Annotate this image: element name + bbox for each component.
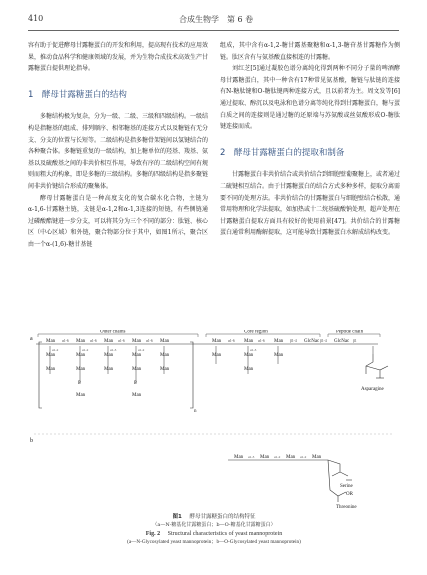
man-node: Man xyxy=(244,339,254,344)
outer-chains-label: Outer chains xyxy=(100,330,126,335)
man-node: Man xyxy=(274,339,284,344)
section-2-heading: 2 酵母甘露糖蛋白的提取和制备 xyxy=(220,147,345,158)
left-para-3: 酵母甘露糖蛋白是一种高度支化的复合碳水化合物，主链为α-1,6-甘露糖主链，支链是α-1,2和α-1,3连接的短链，有些侧链通过磷酸酯键进一步分支，可以将其分为三个不同的部分：肽链、核心区（中心区域）和外链，聚合物部分位于其中，如图1所示，聚合区由一个α-(1,6)-糖甘基链 xyxy=(28,194,209,248)
journal-title: 合成生物学 第 6 卷 xyxy=(179,15,254,24)
threonine-label: Threonine xyxy=(336,505,357,510)
link-label: α1-6 xyxy=(146,339,153,343)
man-node: Man xyxy=(104,367,114,372)
link-label: α1-2 xyxy=(82,348,89,352)
caption-cn-sub: （a—N-糖基化甘露糖蛋白；b—O-糖基化甘露糖蛋白） xyxy=(152,522,276,528)
peptide-chain-label: Peptide chain xyxy=(336,330,364,335)
man-node: Man xyxy=(104,339,114,344)
right-column xyxy=(220,40,400,239)
serine-label: Serine xyxy=(340,484,353,489)
man-node: Man xyxy=(260,455,270,460)
caption-en-title: Structural characteristics of yeast mannoprotein xyxy=(167,531,283,537)
man-node: Man xyxy=(76,353,86,358)
side-link-labels xyxy=(52,348,257,352)
man-node: Man xyxy=(76,393,86,398)
man-node: Man xyxy=(132,339,142,344)
panel-a-letter: a xyxy=(30,336,33,342)
man-node: Man xyxy=(160,353,170,358)
glcnac-node: GlcNac xyxy=(334,339,350,344)
link-label: β1-4 xyxy=(290,339,297,343)
phosphate-node: P xyxy=(134,381,137,386)
link-label: β1-4 xyxy=(320,339,327,343)
man-node: Man xyxy=(160,339,170,344)
man-node: Man xyxy=(312,455,322,460)
link-label: α1-6 xyxy=(258,339,265,343)
link-label: α1-3 xyxy=(110,348,117,352)
page-number: 410 xyxy=(28,14,44,23)
right-para-1: 组成，其中含有α-1,2-糖甘露基聚糖和α-1,3-糖苷基甘露糖作为侧链。肽区含有与氨基酸直接相连的甘露糖。 xyxy=(220,42,400,61)
man-node: Man xyxy=(234,455,244,460)
serine-structure xyxy=(328,460,352,480)
asparagine-label: Asparagine xyxy=(361,387,384,392)
section-1-heading: 1 酵母甘露糖蛋白的结构 xyxy=(28,89,127,100)
structure-figure xyxy=(28,330,400,510)
core-region-label: Core region xyxy=(244,330,268,335)
link-label: α1-2 xyxy=(138,348,145,352)
right-para-3: 甘露糖蛋白非共价结合或共价结合到细胞壁葡聚糖上，或者通过二硫键相互结合。由于甘露糖蛋白的结合方式多种多样，提取分离需要不同的处理方法。非共价结合的甘露糖蛋白与细胞壁结合松散，通常用物理和化学法提取，如加热或十二烷基硫酸钠处理，超声处理在甘露糖蛋白提取方面具有较好的使用前景[47]。共价结合的甘露糖蛋白通常利用酶解提取，这可能导致甘露糖蛋白水解成结构改变。 xyxy=(220,171,401,237)
link-label: α1-6 xyxy=(90,339,97,343)
link-label: α1-2 xyxy=(300,455,307,459)
glcnac-node: GlcNac xyxy=(304,339,320,344)
man-node: Man xyxy=(274,353,284,358)
panel-b-letter: b xyxy=(30,438,33,444)
link-label: α1-2 xyxy=(52,348,59,352)
man-node: Man xyxy=(104,353,114,358)
region-brackets xyxy=(38,334,380,337)
link-label: α1-3 xyxy=(250,348,257,352)
man-node: Man xyxy=(132,367,142,372)
man-node: Man xyxy=(160,367,170,372)
link-label: α1-6 xyxy=(228,339,235,343)
side-chain-links xyxy=(50,346,373,384)
left-column xyxy=(28,40,208,251)
man-node: Man xyxy=(212,339,222,344)
man-node: Man xyxy=(244,367,254,372)
repeat-n: n xyxy=(194,409,197,414)
link-label: α1-6 xyxy=(62,339,69,343)
man-node: Man xyxy=(76,339,86,344)
right-para-2: 刘红芝[5]通过凝胶色谱分离纯化得到两种不同分子量的啤酒酵母甘露糖蛋白，其中一种含有17种常见氨基酸，糖链与肽链的连接有N-糖肽键和O-糖肽键两种连接方式，且以前者为主。周文发等[6]通过提取、醇沉以及电泳和色谱分离等纯化得到甘露糖蛋白，糖与蛋白质之间的连接则是通过糖的还原端与苏氨酸或丝氨酸形成O-糖肽键连接而成。 xyxy=(220,65,401,131)
running-header xyxy=(28,14,399,28)
caption-cn xyxy=(28,513,400,521)
man-node: Man xyxy=(76,367,86,372)
link-label: α1-2 xyxy=(274,455,281,459)
man-node: Man xyxy=(244,353,254,358)
or-label: OR xyxy=(346,492,353,497)
caption-cn-title: 酵母甘露糖蛋白的结构特征 xyxy=(189,514,256,520)
o-link-labels xyxy=(248,455,307,459)
asparagine-structure xyxy=(366,354,388,378)
caption-en-sub: (a—N-Glycosylated yeast mannoprotein；b—O-Glycosylated yeast mannoprotein) xyxy=(127,539,301,545)
link-label: α1-3 xyxy=(248,455,255,459)
caption-en xyxy=(28,530,400,538)
link-label: β1 xyxy=(353,339,357,343)
figure-diagram xyxy=(28,330,400,510)
left-para-1: 容有助于促进酵母甘露糖蛋白的开发和利用，提高现有技术的应用效果，推动食品科学和健康领域的发展，并为生物合成技术高效生产甘露糖蛋白提供理论指导。 xyxy=(28,42,209,73)
left-para-2: 多糖结构极为复杂，分为一级、二级、三级和四级结构。一级结构是指糖基的组成、排列顺序、相邻糖基的连接方式以及糖链有无分支、分支的位置与长短等。二级结构是指多糖骨架链间以氢键结合的各种聚合体。多糖链重复的一级结构，加上糖单位的羟基、羧基、氨基以及硫酸基之间的非共价相互作用，导致有序的二级结构空间有规则而粗大的构象，即是多糖的三级结构。多糖的四级结构是指多聚链间非共价键结合形成的聚集体。 xyxy=(28,113,209,190)
man-node: Man xyxy=(132,353,142,358)
phosphate-node: P xyxy=(78,381,81,386)
threonine-structure xyxy=(328,460,346,502)
link-label: α1-6 xyxy=(118,339,125,343)
man-node: Man xyxy=(46,339,56,344)
header-rule xyxy=(28,30,399,31)
man-node: Man xyxy=(46,353,56,358)
caption-en-label: Fig. 2 xyxy=(145,531,161,537)
man-node: Man xyxy=(132,393,142,398)
man-node: Man xyxy=(212,353,222,358)
man-node: Man xyxy=(286,455,296,460)
man-node: Man xyxy=(46,367,56,372)
caption-cn-label: 图1 xyxy=(172,514,182,520)
